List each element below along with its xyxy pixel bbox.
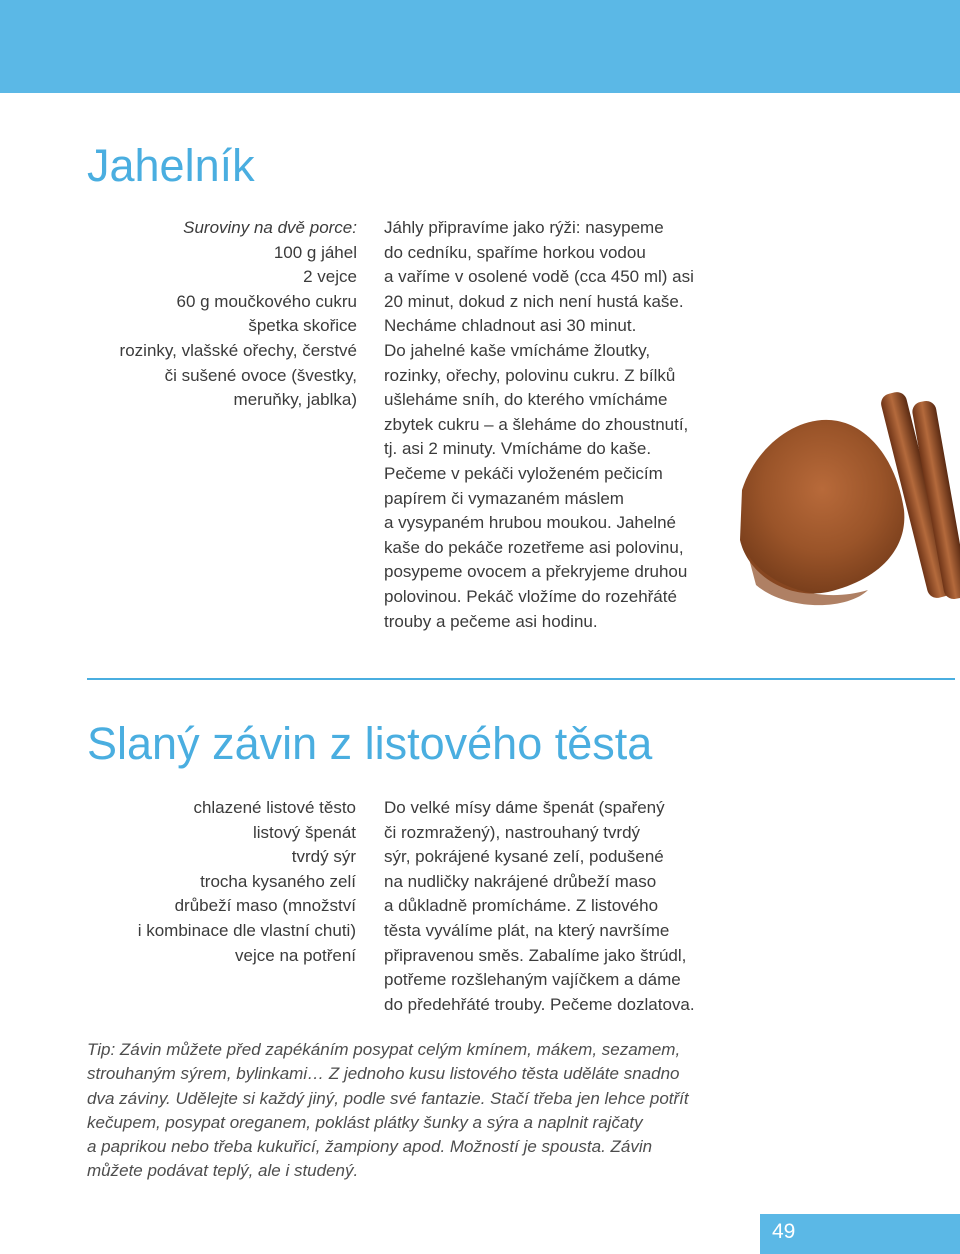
ingredients-list — [120, 216, 357, 413]
header-bar — [0, 0, 960, 93]
instruction-line: Do jahelné kaše vmícháme žloutky, — [384, 340, 651, 360]
instruction-line: 20 minut, dokud z nich není hustá kaše. — [384, 291, 684, 311]
instruction-line: a vaříme v osolené vodě (cca 450 ml) asi — [384, 267, 694, 287]
ingredient-item: chlazené listové těsto — [193, 798, 356, 817]
instruction-line: a vysypaném hrubou moukou. Jahelné — [384, 513, 677, 533]
tip-line: můžete podávat teplý, ale i studený. — [87, 1161, 359, 1181]
instruction-line: Jáhly připravíme jako rýži: nasypeme — [384, 218, 664, 237]
instruction-line: sýr, pokrájené kysané zelí, podušené — [384, 847, 664, 867]
ingredients-list — [138, 796, 356, 968]
ingredient-item: drůbeží maso (množství — [174, 896, 356, 916]
ingredient-item: meruňky, jablka) — [233, 390, 357, 410]
ingredient-item: rozinky, vlašské ořechy, čerstvé — [119, 340, 357, 360]
instruction-line: ušleháme sníh, do kterého vmícháme — [384, 390, 668, 410]
ingredients-heading: Suroviny na dvě porce: — [183, 218, 357, 237]
instruction-line: polovinou. Pekáč vložíme do rozehřáté — [384, 586, 677, 606]
instruction-line: do cedníku, spaříme horkou vodou — [384, 242, 646, 262]
instruction-line: rozinky, ořechy, polovinu cukru. Z bílků — [384, 365, 676, 385]
instruction-line: zbytek cukru – a šleháme do zhoustnutí, — [384, 414, 689, 434]
instruction-line: těsta vyválíme plát, na který navršíme — [384, 920, 670, 940]
ingredient-item: tvrdý sýr — [291, 847, 356, 867]
tip-line: dva záviny. Udělejte si každý jiný, podle své fantazie. Stačí třeba jen lehce potřít — [87, 1088, 689, 1108]
tip-line: Tip: Závin můžete před zapékáním posypat celým kmínem, mákem, sezamem, — [87, 1040, 681, 1059]
ingredient-item: 2 vejce — [303, 267, 357, 287]
ingredient-item: či sušené ovoce (švestky, — [164, 365, 357, 385]
instruction-line: potřeme rozšlehaným vajíčkem a dáme — [384, 970, 681, 990]
instructions — [384, 796, 695, 1017]
ingredient-item: 100 g jáhel — [273, 242, 357, 262]
ingredient-item: vejce na potření — [235, 945, 356, 965]
page-number: 49 — [772, 1220, 796, 1243]
instruction-line: připravenou směs. Zabalíme jako štrúdl, — [384, 945, 687, 965]
instruction-line: posypeme ovocem a překryjeme druhou — [384, 562, 688, 582]
ingredient-item: trocha kysaného zelí — [200, 871, 356, 891]
ingredient-item: 60 g moučkového cukru — [176, 291, 357, 311]
section-divider — [87, 678, 955, 680]
instruction-line: do předehřáté trouby. Pečeme dozlatova. — [384, 994, 695, 1014]
instruction-line: na nudličky nakrájené drůbeží maso — [384, 871, 657, 891]
tip-line: a paprikou nebo třeba kukuřicí, žampiony apod. Možností je spousta. Závin — [87, 1137, 653, 1157]
ingredient-item: špetka skořice — [248, 316, 357, 336]
recipe-title: Slaný závin z listového těsta — [87, 718, 653, 769]
tip-paragraph — [87, 1038, 689, 1184]
ingredient-item: i kombinace dle vlastní chuti) — [137, 920, 356, 940]
recipe-title: Jahelník — [87, 140, 255, 191]
instruction-line: Necháme chladnout asi 30 minut. — [384, 316, 637, 336]
instruction-line: či rozmražený), nastrouhaný tvrdý — [384, 822, 641, 842]
tip-line: strouhaným sýrem, bylinkami… Z jednoho kusu listového těsta uděláte snadno — [87, 1064, 680, 1084]
instruction-line: trouby a pečeme asi hodinu. — [384, 611, 598, 631]
instructions — [384, 216, 694, 634]
ingredient-item: listový špenát — [253, 822, 356, 842]
cinnamon-photo — [728, 380, 960, 630]
instruction-line: papírem či vymazaném máslem — [384, 488, 624, 508]
instruction-line: a důkladně promícháme. Z listového — [384, 896, 659, 916]
instruction-line: kaše do pekáče rozetřeme asi polovinu, — [384, 537, 684, 557]
instruction-line: tj. asi 2 minuty. Vmícháme do kaše. — [384, 439, 652, 459]
instruction-line: Do velké mísy dáme špenát (spařený — [384, 798, 665, 817]
instruction-line: Pečeme v pekáči vyloženém pečicím — [384, 463, 663, 483]
tip-line: kečupem, posypat oreganem, poklást plátky šunky a sýra a naplnit rajčaty — [87, 1112, 643, 1132]
